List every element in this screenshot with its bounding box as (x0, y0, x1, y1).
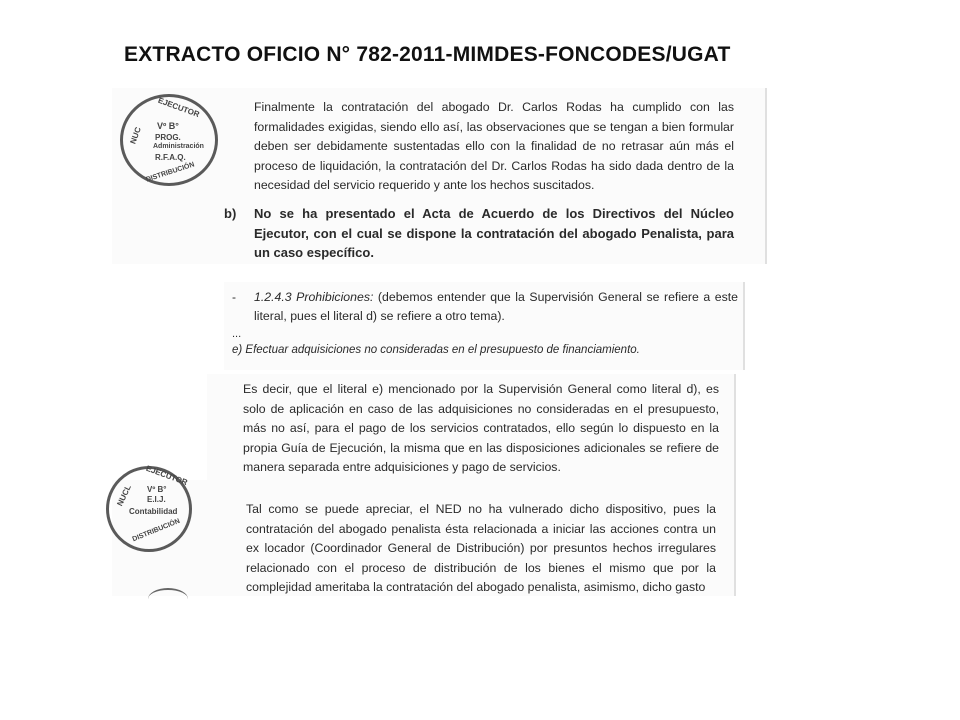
stamp-text: DISTRIBUCIÓN (131, 517, 182, 544)
page-title: EXTRACTO OFICIO N° 782-2011-MIMDES-FONCODES/UGAT (124, 43, 731, 66)
observation-item-b: No se ha presentado el Acta de Acuerdo de los Directivos del Núcleo Ejecutor, con el cual se dispone la contratación del abogado Penalista, para un caso específico. (254, 206, 734, 260)
document-excerpt-4 (112, 463, 736, 596)
stamp-text: Administración (153, 143, 204, 150)
ellipsis: ... (232, 328, 242, 340)
stamp-text: EJECUTOR (156, 95, 201, 120)
stamp-text: NUC (128, 125, 143, 146)
stamp-fragment (148, 588, 188, 610)
stamp-text: DISTRIBUCIÓN (145, 161, 196, 184)
accounting-stamp (106, 463, 192, 552)
item-letter: b) (224, 206, 237, 221)
prohibitions-text: (debemos entender que la Supervisión General se refiere a este literal, pues el literal d) se refiere a otro tema). (254, 290, 739, 323)
excerpt-paragraph: Finalmente la contratación del abogado Dr. Carlos Rodas ha cumplido con las formalidades exigidas, siendo ello así, las observaciones que se tengan a bien formular deben ser debidamente sustentadas ello con la finalidad de no retrasar aún más el proceso de liquidación, la contratación del Dr. Carlos Rodas ha sido dada dentro de la necesidad del servicio requerido y ante los hechos suscitados. (254, 100, 734, 192)
administration-stamp (120, 94, 218, 186)
stamp-text: NUCL (115, 483, 133, 508)
stamp-text: Contabilidad (129, 507, 178, 516)
list-dash: - (232, 290, 236, 304)
stamp-text: Vº B° (147, 485, 167, 494)
stamp-text: PROG. (155, 133, 181, 142)
document-excerpt-2 (224, 282, 745, 370)
stamp-text: Vº B° (157, 121, 179, 131)
excerpt-paragraph: Es decir, que el literal e) mencionado por la Supervisión General como literal d), es solo de aplicación en caso de las adquisiciones no consideradas en el presupuesto, más no así, para el pago de los servicios contratados, ello según lo dispuesto en la propia Guía de Ejecución, la misma que en las disposiciones adicionales se refiere de manera separada entre adquisiciones y pago de servicios. (243, 382, 719, 474)
stamp-text: E.I.J. (147, 495, 166, 504)
document-excerpt-1 (112, 88, 767, 264)
stamp-text: EJECUTOR (144, 463, 189, 488)
excerpt-paragraph: Tal como se puede apreciar, el NED no ha vulnerado dicho dispositivo, pues la contratación del abogado penalista ésta relacionada a iniciar las acciones contra un ex locador (Coordinador General de Distribución) por presuntos hechos irregulares relacionado con el proceso de distribución de los bienes el mismo que por la complejidad ameritaba la contratación del abogado penalista, asimismo, dicho gasto (246, 502, 716, 594)
prohibition-item-e: e) Efectuar adquisiciones no consideradas en el presupuesto de financiamiento. (232, 344, 640, 356)
document-excerpt-3 (207, 374, 736, 484)
stamp-text: R.F.A.Q. (155, 153, 186, 162)
prohibitions-heading: 1.2.4.3 Prohibiciones: (254, 290, 374, 304)
prohibitions-paragraph (254, 288, 738, 326)
